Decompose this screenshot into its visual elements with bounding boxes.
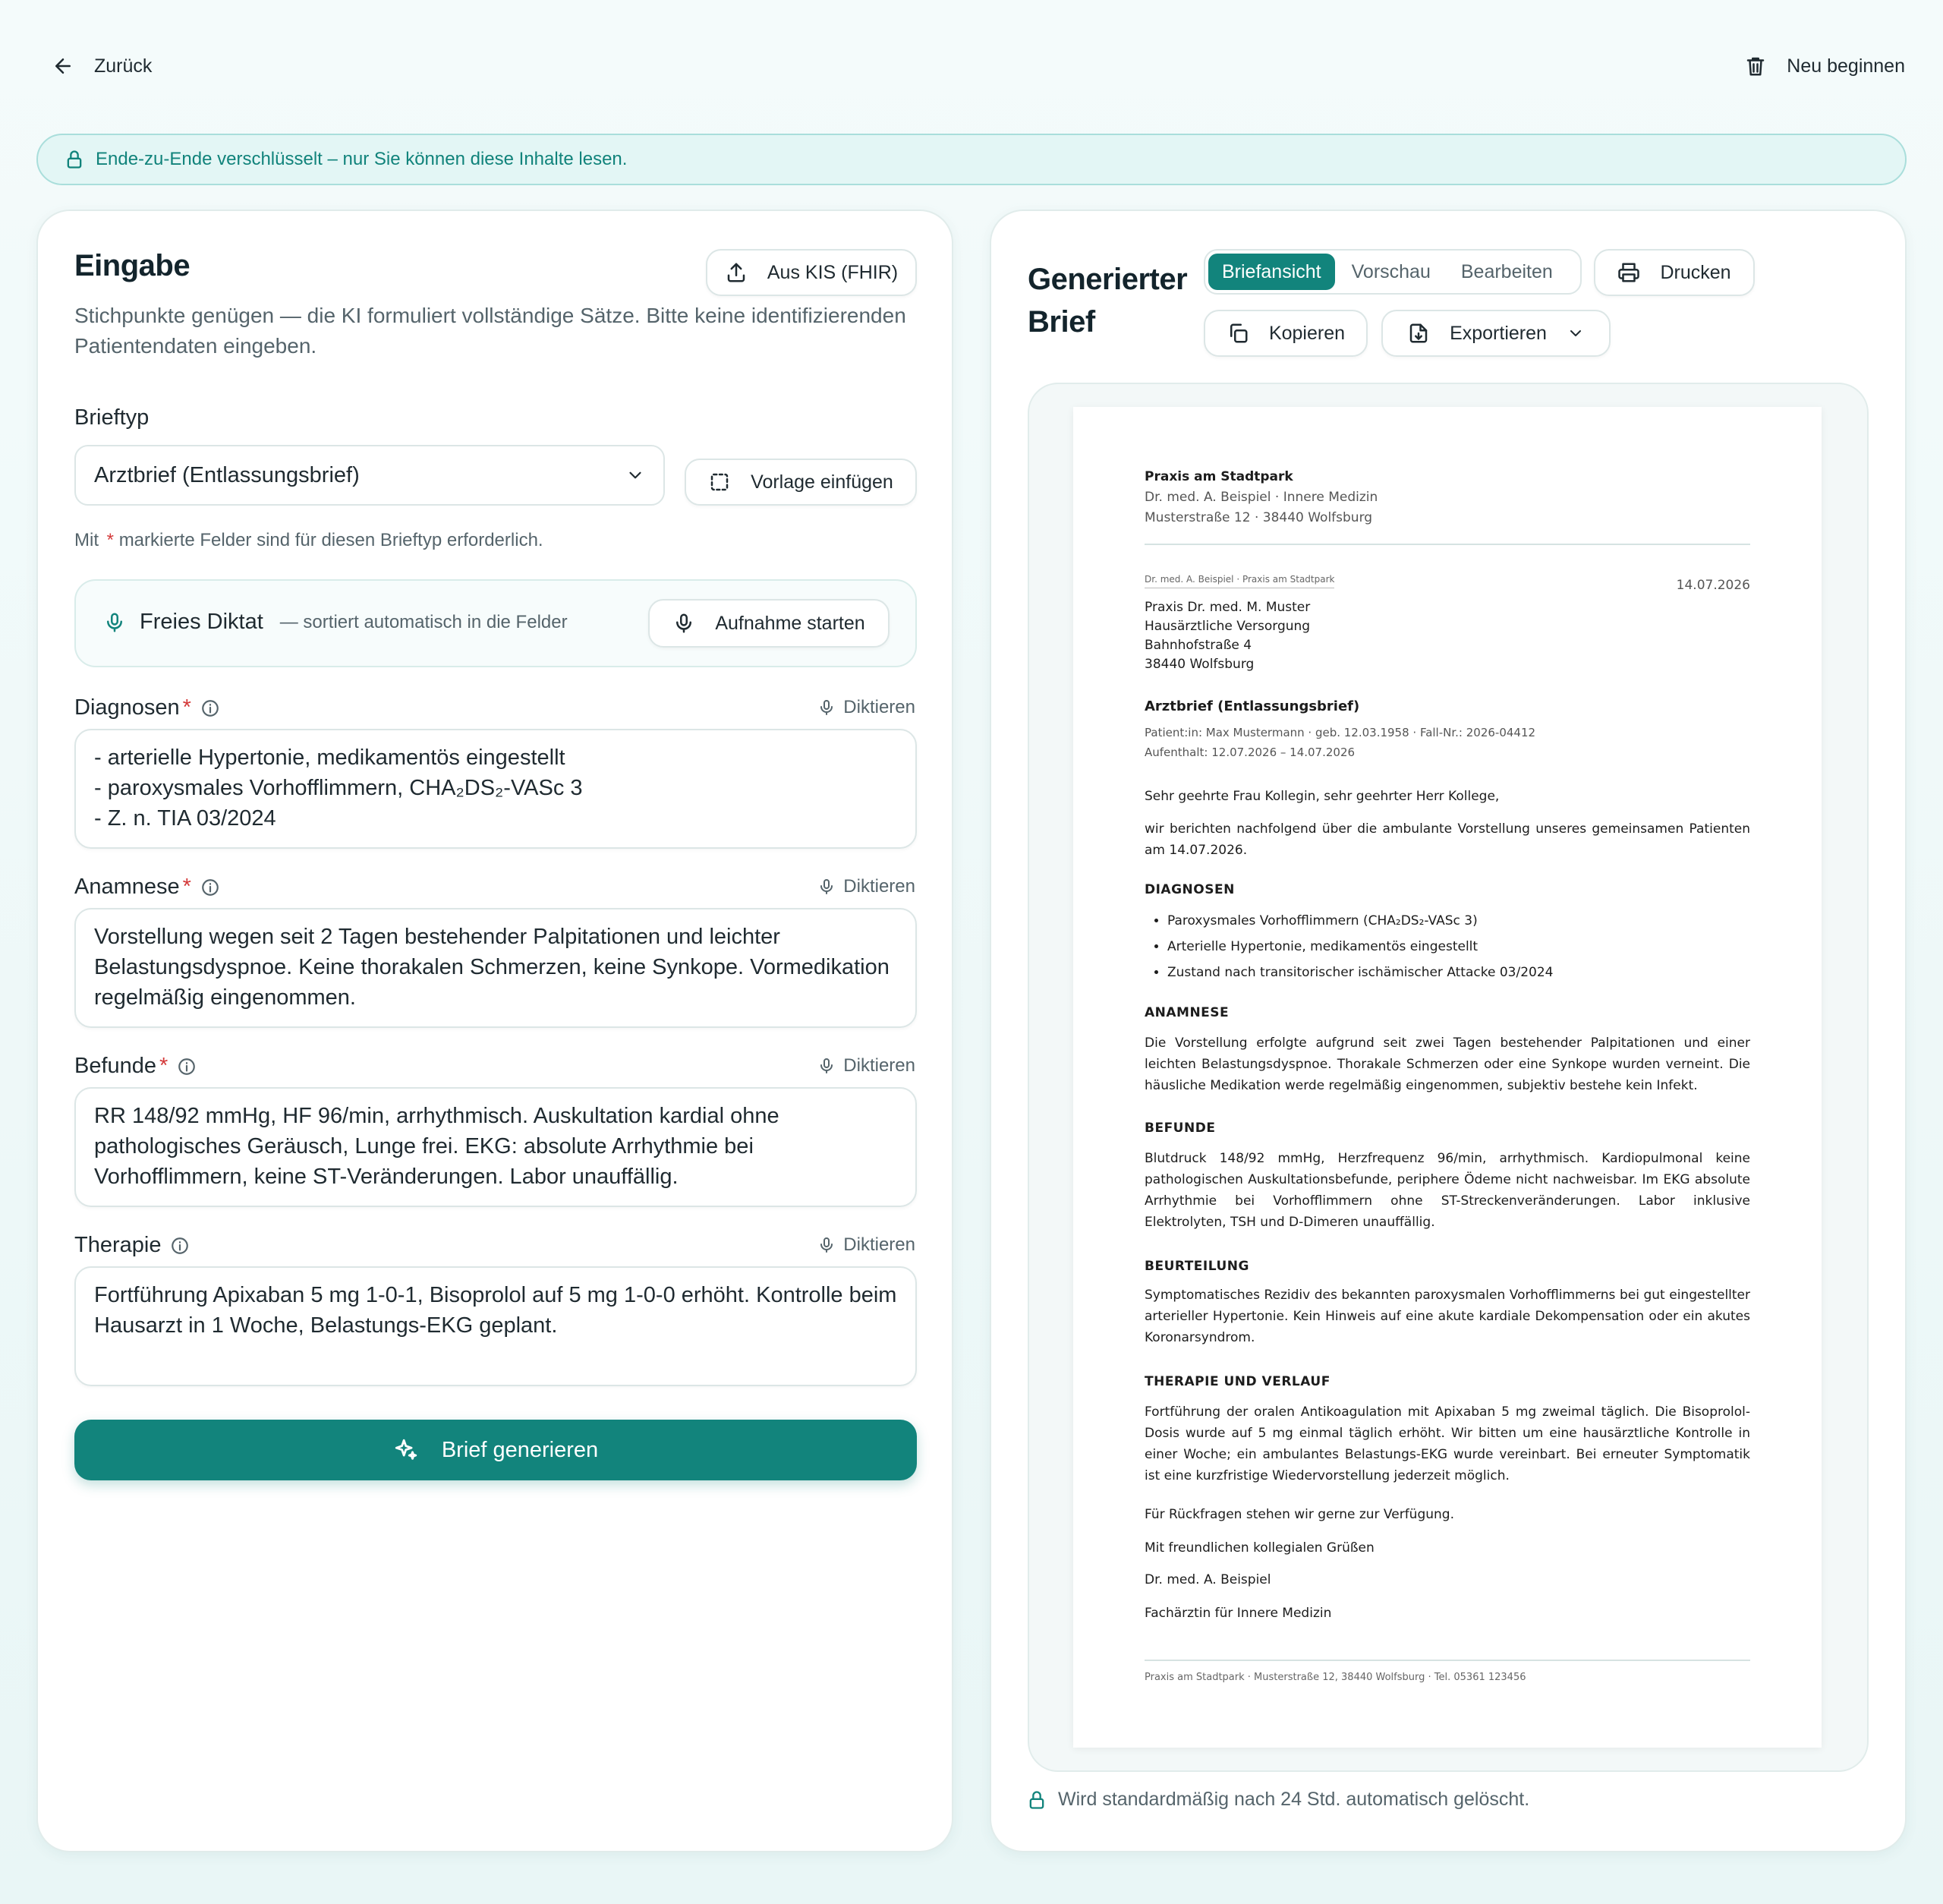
field-label-text: Therapie bbox=[74, 1233, 162, 1257]
letter-beurteilung: Symptomatisches Rezidiv des bekannten paroxysmalen Vorhofflimmerns bei gut eingestellter arterieller Hypertonie. Kein Hinweis auf eine akute kardiale Dekompensation oder ein akutes Koronarsyndrom. bbox=[1145, 1288, 1750, 1345]
diagnosen-textarea[interactable]: - arterielle Hypertonie, medikamentös eingestellt - paroxysmales Vorhofflimmern, CHA₂DS₂-VASc 3 - Z. n. TIA 03/2024 bbox=[74, 729, 917, 849]
field-label-anamnese bbox=[74, 875, 220, 900]
export-button[interactable] bbox=[1381, 310, 1611, 357]
restart-button[interactable] bbox=[1744, 55, 1905, 77]
start-recording-label: Aufnahme starten bbox=[715, 612, 865, 634]
upload-icon bbox=[725, 261, 748, 284]
letter-salutation: Sehr geehrte Frau Kollegin, sehr geehrter Herr Kollege, bbox=[1145, 789, 1500, 804]
output-title-line2: Brief bbox=[1028, 305, 1095, 339]
export-icon bbox=[1407, 322, 1430, 345]
diagnosis-item: • Zustand nach transitorischer ischämischer Attacke 03/2024 bbox=[1167, 960, 1553, 985]
dictate-button-befunde[interactable] bbox=[817, 1055, 915, 1077]
letter-beurteilung-heading: BEURTEILUNG bbox=[1145, 1259, 1249, 1274]
autodelete-note bbox=[1026, 1789, 1529, 1811]
required-hint-prefix: Mit bbox=[74, 530, 99, 550]
autodelete-note-text: Wird standardmäßig nach 24 Std. automatisch gelöscht. bbox=[1058, 1789, 1530, 1810]
letter-sheet bbox=[1073, 407, 1822, 1748]
letter-date: 14.07.2026 bbox=[1676, 578, 1750, 593]
output-panel bbox=[990, 210, 1907, 1852]
sparkles-icon bbox=[393, 1437, 419, 1463]
top-bar bbox=[0, 0, 1943, 144]
letter-closing: Mit freundlichen kollegialen Grüßen bbox=[1145, 1540, 1375, 1556]
field-label-text: Befunde bbox=[74, 1054, 157, 1078]
letter-sender-line: Dr. med. A. Beispiel · Praxis am Stadtpark bbox=[1145, 574, 1334, 588]
import-fhir-label: Aus KIS (FHIR) bbox=[767, 261, 899, 283]
befunde-textarea[interactable]: RR 148/92 mmHg, HF 96/min, arrhythmisch. Auskultation kardial ohne pathologisches Geräusch, Lunge frei. EKG: absolute Arrhythmie bei Vorhofflimmern, keine ST-Veränderungen. Labor unauffällig. bbox=[74, 1087, 917, 1207]
free-dictation-box bbox=[74, 579, 917, 667]
export-label: Exportieren bbox=[1450, 322, 1547, 344]
letter-anamnese: Die Vorstellung erfolgte aufgrund seit zwei Tagen bestehender Palpitationen und einer leichten Belastungsdyspnoe. Thorakale Schmerzen oder eine Synkope wurden verneint. Die häusliche Medikation werde regelmäßig eingenommen, subjektiv bestehe kein Infekt. bbox=[1145, 1036, 1750, 1093]
mic-icon bbox=[817, 698, 836, 717]
copy-icon bbox=[1227, 322, 1249, 345]
encryption-banner bbox=[36, 134, 1907, 185]
letter-patient-line: Patient:in: Max Mustermann · geb. 12.03.1958 · Fall-Nr.: 2026-04412 bbox=[1145, 726, 1536, 739]
mic-icon bbox=[672, 612, 695, 635]
insert-template-label: Vorlage einfügen bbox=[751, 471, 893, 493]
input-panel bbox=[36, 210, 953, 1852]
letter-header-rule bbox=[1145, 544, 1750, 545]
tab-vorschau[interactable]: Vorschau bbox=[1351, 260, 1431, 282]
template-icon bbox=[708, 471, 731, 493]
info-icon[interactable] bbox=[200, 698, 220, 718]
letter-questions: Für Rückfragen stehen wir gerne zur Verfügung. bbox=[1145, 1507, 1454, 1522]
trash-icon bbox=[1744, 55, 1767, 77]
letter-intro: wir berichten nachfolgend über die ambulante Vorstellung unseres gemeinsamen Patienten am 14.07.2026. bbox=[1145, 821, 1750, 858]
mic-icon bbox=[817, 878, 836, 896]
recipient-line: Hausärztliche Versorgung bbox=[1145, 619, 1311, 634]
free-dictation-title bbox=[103, 610, 568, 635]
letter-type-value: Arztbrief (Entlassungsbrief) bbox=[94, 462, 360, 487]
copy-label: Kopieren bbox=[1268, 322, 1346, 344]
print-label: Drucken bbox=[1660, 261, 1731, 283]
recipient-line: Bahnhofstraße 4 bbox=[1145, 638, 1252, 653]
letter-signer-title: Fachärztin für Innere Medizin bbox=[1145, 1606, 1332, 1621]
info-icon[interactable] bbox=[200, 878, 220, 897]
letter-diagnoses-heading: DIAGNOSEN bbox=[1145, 882, 1235, 897]
field-label-therapie bbox=[74, 1233, 190, 1258]
output-title bbox=[1028, 258, 1187, 343]
output-title-line1: Generierter bbox=[1028, 263, 1188, 296]
free-dictation-subtitle: — sortiert automatisch in die Felder bbox=[279, 611, 568, 632]
letter-signer: Dr. med. A. Beispiel bbox=[1145, 1572, 1271, 1587]
letter-recipient bbox=[1145, 598, 1310, 674]
mic-icon bbox=[817, 1236, 836, 1254]
info-icon[interactable] bbox=[170, 1236, 190, 1256]
dictate-label: Diktieren bbox=[843, 697, 915, 717]
letter-befunde-heading: BEFUNDE bbox=[1145, 1121, 1216, 1136]
field-label-text: Diagnosen bbox=[74, 695, 180, 720]
dictate-label: Diktieren bbox=[843, 1055, 915, 1076]
dictate-label: Diktieren bbox=[843, 876, 915, 897]
letter-practice-address: Musterstraße 12 · 38440 Wolfsburg bbox=[1145, 510, 1373, 525]
restart-label: Neu beginnen bbox=[1787, 55, 1905, 77]
free-dictation-label: Freies Diktat bbox=[140, 610, 263, 634]
required-star: * bbox=[182, 875, 191, 899]
info-icon[interactable] bbox=[177, 1057, 197, 1077]
mic-icon bbox=[817, 1057, 836, 1075]
letter-therapie-heading: THERAPIE UND VERLAUF bbox=[1145, 1374, 1330, 1389]
letter-stay-line: Aufenthalt: 12.07.2026 – 14.07.2026 bbox=[1145, 746, 1356, 759]
required-star: * bbox=[159, 1054, 168, 1078]
required-hint bbox=[74, 530, 543, 551]
recipient-line: Praxis Dr. med. M. Muster bbox=[1145, 600, 1311, 615]
lock-icon bbox=[64, 149, 85, 170]
letter-footer: Praxis am Stadtpark · Musterstraße 12, 38440 Wolfsburg · Tel. 05361 123456 bbox=[1145, 1672, 1526, 1683]
diagnosis-item: • Arterielle Hypertonie, medikamentös eingestellt bbox=[1167, 934, 1553, 960]
input-subtitle: Stichpunkte genügen — die KI formuliert vollständige Sätze. Bitte keine identifizierenden Patientendaten eingeben. bbox=[74, 304, 906, 358]
letter-footer-rule bbox=[1145, 1660, 1750, 1661]
encryption-banner-text: Ende-zu-Ende verschlüsselt – nur Sie können diese Inhalte lesen. bbox=[96, 149, 628, 169]
required-hint-suffix: markierte Felder sind für diesen Brieftyp erforderlich. bbox=[118, 530, 543, 550]
letter-anamnese-heading: ANAMNESE bbox=[1145, 1005, 1230, 1020]
chevron-down-icon bbox=[1567, 324, 1585, 342]
dictate-button-therapie[interactable] bbox=[817, 1234, 915, 1256]
generate-letter-button[interactable] bbox=[74, 1420, 917, 1480]
letter-befunde: Blutdruck 148/92 mmHg, Herzfrequenz 96/min, arrhythmisch. Kardiopulmonal keine pathologischen Auskultationsbefunde, periphere Ödeme nicht nachweisbar. Im EKG absolute Arrhythmie bei Vorhofflimmern ohne ST-Streckenveränderungen. Labor inklusive Elektrolyten, TSH und D-Dimeren unauffällig. bbox=[1145, 1151, 1750, 1230]
printer-icon bbox=[1617, 261, 1640, 284]
letter-type-select[interactable] bbox=[74, 445, 665, 506]
generate-letter-label: Brief generieren bbox=[441, 1437, 599, 1462]
therapie-textarea[interactable]: Fortführung Apixaban 5 mg 1-0-1, Bisoprolol auf 5 mg 1-0-0 erhöht. Kontrolle beim Hausarzt in 1 Woche, Belastungs-EKG geplant. bbox=[74, 1266, 917, 1386]
back-button[interactable] bbox=[52, 55, 152, 77]
letter-diagnoses-list bbox=[1145, 908, 1553, 985]
arrow-left-icon bbox=[52, 55, 74, 77]
dictate-button-anamnese[interactable] bbox=[817, 876, 915, 897]
field-label-text: Anamnese bbox=[74, 875, 180, 899]
required-star: * bbox=[182, 695, 191, 720]
copy-button[interactable] bbox=[1204, 310, 1368, 357]
back-label: Zurück bbox=[94, 55, 153, 77]
required-star: * bbox=[106, 530, 115, 550]
mic-icon bbox=[103, 611, 126, 634]
view-tabs bbox=[1204, 249, 1582, 295]
chevron-down-icon bbox=[625, 465, 645, 485]
import-fhir-button[interactable] bbox=[706, 249, 917, 296]
diagnosis-item: • Paroxysmales Vorhofflimmern (CHA₂DS₂-VASc 3) bbox=[1167, 908, 1553, 934]
dictate-label: Diktieren bbox=[843, 1234, 915, 1255]
letter-subject: Arztbrief (Entlassungsbrief) bbox=[1145, 698, 1360, 714]
anamnese-textarea[interactable]: Vorstellung wegen seit 2 Tagen bestehender Palpitationen und leichter Belastungsdyspnoe. Keine thorakalen Schmerzen, keine Synkope. Vormedikation regelmäßig eingenommen. bbox=[74, 908, 917, 1028]
letter-type-label: Brieftyp bbox=[74, 405, 150, 430]
insert-template-button[interactable] bbox=[685, 459, 917, 506]
input-title: Eingabe bbox=[74, 249, 191, 282]
field-label-diagnosen bbox=[74, 695, 220, 720]
print-button[interactable] bbox=[1594, 249, 1755, 296]
tab-bearbeiten[interactable]: Bearbeiten bbox=[1460, 260, 1553, 282]
letter-preview-frame bbox=[1028, 383, 1869, 1772]
letter-practice-name: Praxis am Stadtpark bbox=[1145, 469, 1293, 484]
start-recording-button[interactable] bbox=[648, 599, 890, 648]
letter-therapie: Fortführung der oralen Antikoagulation mit Apixaban 5 mg zweimal täglich. Die Bisoprolol-Dosis wurde auf 5 mg einmal täglich erhöht. Wir bitten um eine hausärztliche Kontrolle in einer Woche; ein ambulantes Belastungs-EKG wurde vereinbart. Bei erneuter Symptomatik ist eine kurzfristige Wiedervorstellung jederzeit möglich. bbox=[1145, 1404, 1750, 1483]
tab-briefansicht[interactable]: Briefansicht bbox=[1208, 254, 1335, 290]
recipient-line: 38440 Wolfsburg bbox=[1145, 657, 1255, 672]
letter-practice-doctor: Dr. med. A. Beispiel · Innere Medizin bbox=[1145, 490, 1378, 505]
lock-icon bbox=[1026, 1789, 1047, 1811]
dictate-button-diagnosen[interactable] bbox=[817, 697, 915, 718]
field-label-befunde bbox=[74, 1054, 197, 1079]
